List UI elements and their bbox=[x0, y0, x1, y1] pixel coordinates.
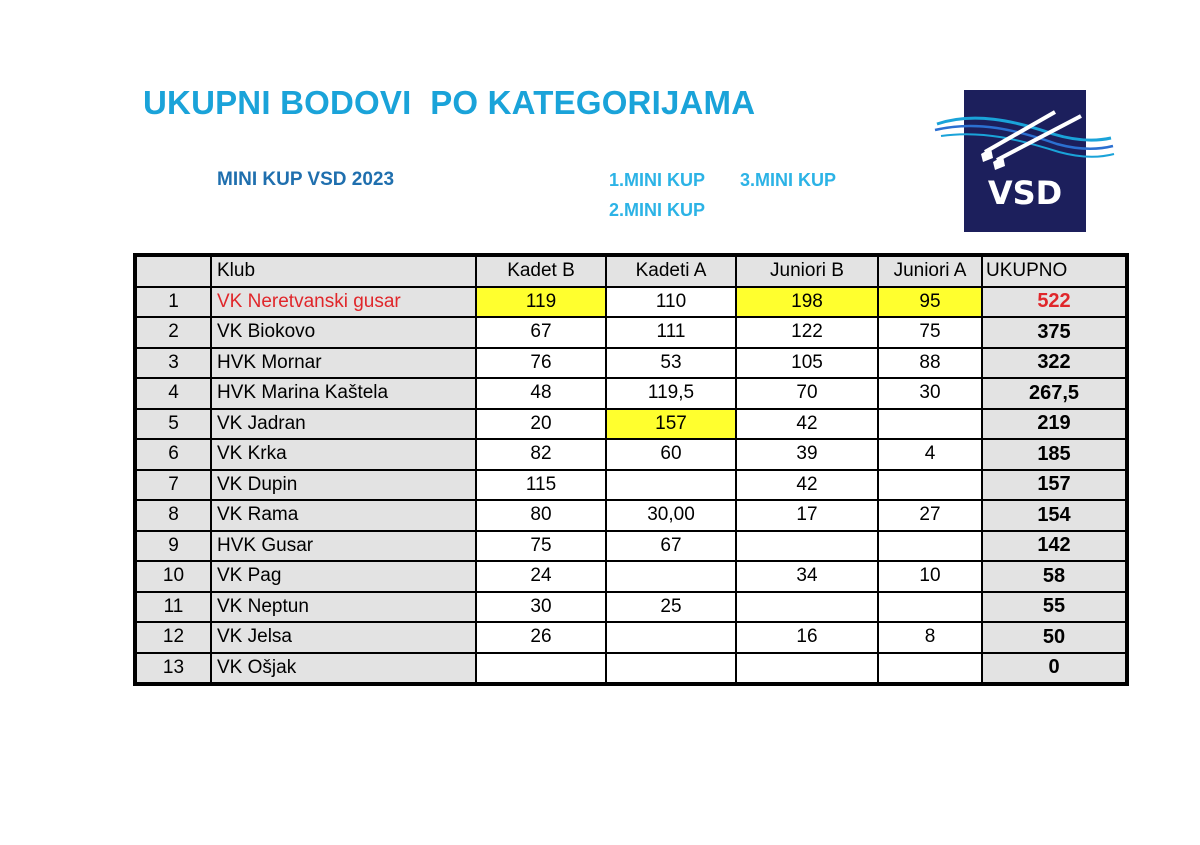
cell-total: 0 bbox=[982, 653, 1127, 685]
cell-rank: 1 bbox=[135, 287, 211, 318]
cell-juniori-b: 16 bbox=[736, 622, 878, 653]
cell-juniori-b: 39 bbox=[736, 439, 878, 470]
cell-rank: 3 bbox=[135, 348, 211, 379]
results-table bbox=[133, 253, 1129, 686]
cell-juniori-a bbox=[878, 531, 982, 562]
header-club: Klub bbox=[211, 255, 476, 287]
cell-total: 522 bbox=[982, 287, 1127, 318]
cell-juniori-b: 70 bbox=[736, 378, 878, 409]
cell-kadeti-a: 30,00 bbox=[606, 500, 736, 531]
cell-rank: 12 bbox=[135, 622, 211, 653]
table-row bbox=[135, 622, 1127, 653]
cell-kadeti-a: 110 bbox=[606, 287, 736, 318]
cell-kadet-b: 80 bbox=[476, 500, 606, 531]
cell-juniori-b: 42 bbox=[736, 409, 878, 440]
cell-juniori-a: 27 bbox=[878, 500, 982, 531]
cell-kadet-b: 119 bbox=[476, 287, 606, 318]
cell-club: VK Biokovo bbox=[211, 317, 476, 348]
cell-total: 50 bbox=[982, 622, 1127, 653]
table-row bbox=[135, 500, 1127, 531]
cell-kadeti-a: 53 bbox=[606, 348, 736, 379]
cell-club: VK Neptun bbox=[211, 592, 476, 623]
cell-kadeti-a: 67 bbox=[606, 531, 736, 562]
cell-rank: 13 bbox=[135, 653, 211, 685]
table-row bbox=[135, 317, 1127, 348]
cell-rank: 7 bbox=[135, 470, 211, 501]
cell-juniori-a bbox=[878, 592, 982, 623]
cell-juniori-a: 75 bbox=[878, 317, 982, 348]
cell-juniori-b: 198 bbox=[736, 287, 878, 318]
cell-total: 55 bbox=[982, 592, 1127, 623]
cell-kadet-b: 48 bbox=[476, 378, 606, 409]
cell-rank: 4 bbox=[135, 378, 211, 409]
cell-juniori-a: 4 bbox=[878, 439, 982, 470]
cell-club: VK Jadran bbox=[211, 409, 476, 440]
cell-kadeti-a: 60 bbox=[606, 439, 736, 470]
cell-total: 267,5 bbox=[982, 378, 1127, 409]
cell-total: 322 bbox=[982, 348, 1127, 379]
header-total: UKUPNO bbox=[982, 255, 1127, 287]
cell-kadet-b: 82 bbox=[476, 439, 606, 470]
cell-rank: 11 bbox=[135, 592, 211, 623]
cell-kadet-b: 67 bbox=[476, 317, 606, 348]
cell-juniori-a: 88 bbox=[878, 348, 982, 379]
cell-juniori-b: 122 bbox=[736, 317, 878, 348]
table-row bbox=[135, 561, 1127, 592]
header-juniori-a: Juniori A bbox=[878, 255, 982, 287]
cell-kadet-b: 26 bbox=[476, 622, 606, 653]
cell-club: VK Dupin bbox=[211, 470, 476, 501]
cell-juniori-b bbox=[736, 592, 878, 623]
cell-rank: 2 bbox=[135, 317, 211, 348]
cup-label-2: 2.MINI KUP bbox=[609, 200, 706, 220]
cell-juniori-b: 105 bbox=[736, 348, 878, 379]
cell-juniori-a bbox=[878, 470, 982, 501]
cell-kadet-b: 75 bbox=[476, 531, 606, 562]
cell-kadeti-a: 119,5 bbox=[606, 378, 736, 409]
cell-club: HVK Gusar bbox=[211, 531, 476, 562]
cell-total: 219 bbox=[982, 409, 1127, 440]
cell-total: 185 bbox=[982, 439, 1127, 470]
cell-total: 142 bbox=[982, 531, 1127, 562]
cell-kadet-b bbox=[476, 653, 606, 685]
header-rank bbox=[135, 255, 211, 287]
cell-club: VK Ošjak bbox=[211, 653, 476, 685]
table-row bbox=[135, 470, 1127, 501]
cell-rank: 6 bbox=[135, 439, 211, 470]
cell-kadeti-a bbox=[606, 622, 736, 653]
cell-juniori-a: 10 bbox=[878, 561, 982, 592]
cell-kadeti-a: 25 bbox=[606, 592, 736, 623]
cell-juniori-a bbox=[878, 653, 982, 685]
logo-text: VSD bbox=[987, 174, 1063, 212]
cell-kadet-b: 24 bbox=[476, 561, 606, 592]
cell-total: 157 bbox=[982, 470, 1127, 501]
table-header-row bbox=[135, 255, 1127, 287]
cell-kadet-b: 76 bbox=[476, 348, 606, 379]
cell-juniori-b bbox=[736, 653, 878, 685]
cell-club: VK Neretvanski gusar bbox=[211, 287, 476, 318]
table-row bbox=[135, 653, 1127, 685]
cell-club: VK Rama bbox=[211, 500, 476, 531]
cell-juniori-a bbox=[878, 409, 982, 440]
cell-club: VK Krka bbox=[211, 439, 476, 470]
cell-rank: 8 bbox=[135, 500, 211, 531]
cell-juniori-a: 8 bbox=[878, 622, 982, 653]
header-kadet-b: Kadet B bbox=[476, 255, 606, 287]
vsd-logo bbox=[933, 90, 1115, 232]
cell-kadeti-a: 157 bbox=[606, 409, 736, 440]
cell-total: 154 bbox=[982, 500, 1127, 531]
cell-juniori-a: 95 bbox=[878, 287, 982, 318]
cell-club: HVK Marina Kaštela bbox=[211, 378, 476, 409]
table-row bbox=[135, 531, 1127, 562]
cell-juniori-b: 34 bbox=[736, 561, 878, 592]
table-row bbox=[135, 287, 1127, 318]
cell-kadet-b: 20 bbox=[476, 409, 606, 440]
cell-club: VK Jelsa bbox=[211, 622, 476, 653]
cup-label-3: 3.MINI KUP bbox=[740, 170, 837, 190]
page-subtitle: MINI KUP VSD 2023 bbox=[217, 169, 395, 190]
cell-total: 375 bbox=[982, 317, 1127, 348]
table-row bbox=[135, 409, 1127, 440]
cell-club: HVK Mornar bbox=[211, 348, 476, 379]
table-row bbox=[135, 439, 1127, 470]
cell-kadeti-a bbox=[606, 561, 736, 592]
cell-kadeti-a bbox=[606, 470, 736, 501]
cell-juniori-b: 42 bbox=[736, 470, 878, 501]
cell-rank: 5 bbox=[135, 409, 211, 440]
table-row bbox=[135, 348, 1127, 379]
cell-kadet-b: 30 bbox=[476, 592, 606, 623]
table-row bbox=[135, 592, 1127, 623]
cell-rank: 10 bbox=[135, 561, 211, 592]
cell-total: 58 bbox=[982, 561, 1127, 592]
header-juniori-b: Juniori B bbox=[736, 255, 878, 287]
header-kadeti-a: Kadeti A bbox=[606, 255, 736, 287]
table-row bbox=[135, 378, 1127, 409]
cell-kadeti-a: 111 bbox=[606, 317, 736, 348]
cup-label-1: 1.MINI KUP bbox=[609, 170, 706, 190]
cell-juniori-b bbox=[736, 531, 878, 562]
cell-kadet-b: 115 bbox=[476, 470, 606, 501]
cell-rank: 9 bbox=[135, 531, 211, 562]
cell-club: VK Pag bbox=[211, 561, 476, 592]
cell-kadeti-a bbox=[606, 653, 736, 685]
page-title: UKUPNI BODOVI PO KATEGORIJAMA bbox=[143, 84, 756, 121]
cell-juniori-a: 30 bbox=[878, 378, 982, 409]
cell-juniori-b: 17 bbox=[736, 500, 878, 531]
